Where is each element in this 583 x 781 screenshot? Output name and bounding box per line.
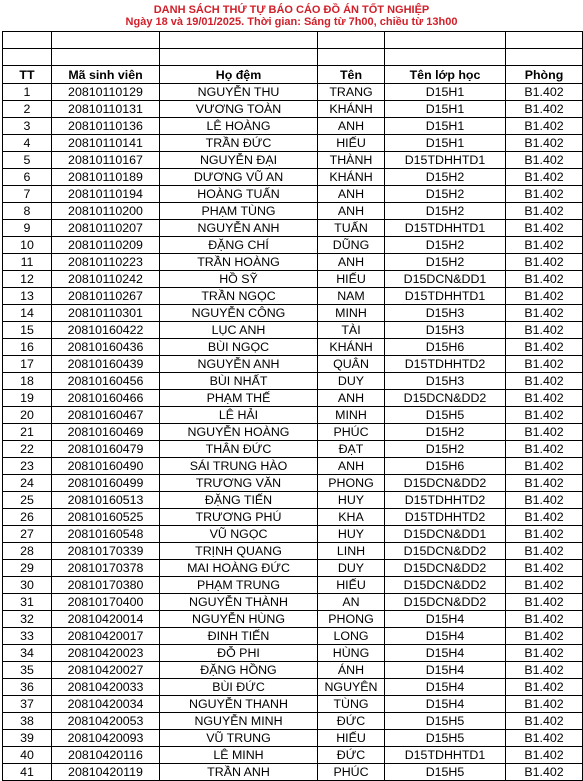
table-row bbox=[3, 645, 583, 662]
cell-room: B1.402 bbox=[506, 373, 583, 390]
cell-tt: 33 bbox=[3, 628, 52, 645]
cell-first-name: ANH bbox=[318, 118, 385, 135]
cell-tt: 1 bbox=[3, 84, 52, 101]
cell-first-name: ANH bbox=[318, 458, 385, 475]
cell-student-id: 20810160525 bbox=[52, 509, 160, 526]
table-row bbox=[3, 526, 583, 543]
cell-room: B1.402 bbox=[506, 186, 583, 203]
cell-class-name: D15H4 bbox=[385, 662, 506, 679]
cell-student-id: 20810420119 bbox=[52, 764, 160, 781]
cell-tt: 6 bbox=[3, 169, 52, 186]
cell-first-name: HIẾU bbox=[318, 730, 385, 747]
cell-class-name: D15DCN&DD2 bbox=[385, 475, 506, 492]
cell-class-name: D15H2 bbox=[385, 203, 506, 220]
cell-first-name: HIẾU bbox=[318, 577, 385, 594]
table-row bbox=[3, 356, 583, 373]
cell-class-name: D15H2 bbox=[385, 254, 506, 271]
cell-room: B1.402 bbox=[506, 288, 583, 305]
cell-tt: 26 bbox=[3, 509, 52, 526]
cell-middle-name: NGUYỄN THÀNH bbox=[160, 594, 318, 611]
cell-middle-name: PHẠM TÙNG bbox=[160, 203, 318, 220]
cell-class-name: D15H1 bbox=[385, 101, 506, 118]
cell-student-id: 20810110136 bbox=[52, 118, 160, 135]
cell-first-name: HUY bbox=[318, 492, 385, 509]
cell-student-id: 20810110189 bbox=[52, 169, 160, 186]
table-row bbox=[3, 152, 583, 169]
cell-student-id: 20810160436 bbox=[52, 339, 160, 356]
cell-tt: 13 bbox=[3, 288, 52, 305]
cell-room: B1.402 bbox=[506, 713, 583, 730]
cell-middle-name: NGUYỄN HOÀNG bbox=[160, 424, 318, 441]
cell-tt: 31 bbox=[3, 594, 52, 611]
header-tt: TT bbox=[3, 66, 52, 84]
cell-student-id: 20810420053 bbox=[52, 713, 160, 730]
table-row bbox=[3, 237, 583, 254]
cell-room: B1.402 bbox=[506, 424, 583, 441]
page-subtitle: Ngày 18 và 19/01/2025. Thời gian: Sáng từ 7h00, chiều từ 13h00 bbox=[125, 16, 458, 28]
table-row bbox=[3, 407, 583, 424]
cell-room: B1.402 bbox=[506, 203, 583, 220]
cell-room: B1.402 bbox=[506, 492, 583, 509]
cell-first-name: KHÁNH bbox=[318, 339, 385, 356]
cell-class-name: D15H5 bbox=[385, 764, 506, 781]
cell-middle-name: TRẦN NGỌC bbox=[160, 288, 318, 305]
cell-room: B1.402 bbox=[506, 509, 583, 526]
cell-student-id: 20810170378 bbox=[52, 560, 160, 577]
cell-middle-name: BÙI NHẤT bbox=[160, 373, 318, 390]
cell-first-name: ANH bbox=[318, 186, 385, 203]
cell-tt: 20 bbox=[3, 407, 52, 424]
cell-student-id: 20810160479 bbox=[52, 441, 160, 458]
cell-room: B1.402 bbox=[506, 84, 583, 101]
cell-middle-name: ĐẶNG HỒNG bbox=[160, 662, 318, 679]
cell-first-name: THÀNH bbox=[318, 152, 385, 169]
cell-class-name: D15H2 bbox=[385, 424, 506, 441]
cell-student-id: 20810420023 bbox=[52, 645, 160, 662]
cell-student-id: 20810110301 bbox=[52, 305, 160, 322]
cell-tt: 38 bbox=[3, 713, 52, 730]
cell-first-name: KHÁNH bbox=[318, 101, 385, 118]
table-row bbox=[3, 594, 583, 611]
table-row bbox=[3, 254, 583, 271]
cell-student-id: 20810170400 bbox=[52, 594, 160, 611]
cell-middle-name: MAI HOÀNG ĐỨC bbox=[160, 560, 318, 577]
table-row bbox=[3, 747, 583, 764]
cell-room: B1.402 bbox=[506, 237, 583, 254]
cell-first-name: PHONG bbox=[318, 475, 385, 492]
cell-first-name: ANH bbox=[318, 390, 385, 407]
cell-room: B1.402 bbox=[506, 118, 583, 135]
cell-room: B1.402 bbox=[506, 101, 583, 118]
cell-tt: 32 bbox=[3, 611, 52, 628]
cell-class-name: D15H2 bbox=[385, 237, 506, 254]
table-row bbox=[3, 730, 583, 747]
cell-middle-name: DƯƠNG VŨ AN bbox=[160, 169, 318, 186]
table-header-row bbox=[3, 66, 583, 84]
table-row bbox=[3, 696, 583, 713]
cell-student-id: 20810160499 bbox=[52, 475, 160, 492]
cell-first-name: QUÂN bbox=[318, 356, 385, 373]
cell-class-name: D15H6 bbox=[385, 458, 506, 475]
table-row bbox=[3, 373, 583, 390]
cell-student-id: 20810170380 bbox=[52, 577, 160, 594]
cell-first-name: ĐẠT bbox=[318, 441, 385, 458]
cell-tt: 17 bbox=[3, 356, 52, 373]
table-row bbox=[3, 611, 583, 628]
cell-student-id: 20810110200 bbox=[52, 203, 160, 220]
cell-room: B1.402 bbox=[506, 441, 583, 458]
blank-row bbox=[3, 49, 583, 66]
cell-student-id: 20810110223 bbox=[52, 254, 160, 271]
cell-middle-name: TRƯƠNG PHÚ bbox=[160, 509, 318, 526]
cell-first-name: TRANG bbox=[318, 84, 385, 101]
cell-middle-name: NGUYỄN MINH bbox=[160, 713, 318, 730]
cell-student-id: 20810110167 bbox=[52, 152, 160, 169]
cell-first-name: ĐỨC bbox=[318, 747, 385, 764]
cell-first-name: TÙNG bbox=[318, 696, 385, 713]
cell-class-name: D15H5 bbox=[385, 407, 506, 424]
cell-class-name: D15H4 bbox=[385, 679, 506, 696]
table-row bbox=[3, 390, 583, 407]
cell-middle-name: ĐẶNG TIẾN bbox=[160, 492, 318, 509]
cell-student-id: 20810420027 bbox=[52, 662, 160, 679]
table-row bbox=[3, 662, 583, 679]
cell-room: B1.402 bbox=[506, 611, 583, 628]
cell-first-name: KHÁNH bbox=[318, 169, 385, 186]
cell-first-name: MINH bbox=[318, 407, 385, 424]
table-row bbox=[3, 441, 583, 458]
cell-class-name: D15H4 bbox=[385, 611, 506, 628]
cell-first-name: LONG bbox=[318, 628, 385, 645]
cell-student-id: 20810160467 bbox=[52, 407, 160, 424]
cell-middle-name: NGUYỄN ĐẠI bbox=[160, 152, 318, 169]
cell-class-name: D15H2 bbox=[385, 186, 506, 203]
cell-first-name: PHÚC bbox=[318, 764, 385, 781]
cell-first-name: HUY bbox=[318, 526, 385, 543]
cell-room: B1.402 bbox=[506, 645, 583, 662]
cell-tt: 36 bbox=[3, 679, 52, 696]
cell-tt: 11 bbox=[3, 254, 52, 271]
cell-class-name: D15H3 bbox=[385, 305, 506, 322]
table-row bbox=[3, 679, 583, 696]
cell-first-name: KHA bbox=[318, 509, 385, 526]
cell-tt: 22 bbox=[3, 441, 52, 458]
cell-room: B1.402 bbox=[506, 628, 583, 645]
cell-class-name: D15TDHHTD1 bbox=[385, 220, 506, 237]
cell-tt: 39 bbox=[3, 730, 52, 747]
cell-first-name: DUY bbox=[318, 373, 385, 390]
cell-first-name: HIẾU bbox=[318, 135, 385, 152]
cell-class-name: D15H5 bbox=[385, 713, 506, 730]
cell-tt: 41 bbox=[3, 764, 52, 781]
cell-first-name: ANH bbox=[318, 203, 385, 220]
table-row bbox=[3, 509, 583, 526]
cell-tt: 7 bbox=[3, 186, 52, 203]
cell-middle-name: LÊ HOÀNG bbox=[160, 118, 318, 135]
cell-room: B1.402 bbox=[506, 543, 583, 560]
cell-tt: 4 bbox=[3, 135, 52, 152]
cell-class-name: D15H3 bbox=[385, 322, 506, 339]
cell-room: B1.402 bbox=[506, 339, 583, 356]
cell-room: B1.402 bbox=[506, 475, 583, 492]
cell-room: B1.402 bbox=[506, 594, 583, 611]
cell-middle-name: TRẦN HOÀNG bbox=[160, 254, 318, 271]
cell-room: B1.402 bbox=[506, 560, 583, 577]
cell-first-name: MINH bbox=[318, 305, 385, 322]
table-row bbox=[3, 424, 583, 441]
cell-middle-name: SÁI TRUNG HÀO bbox=[160, 458, 318, 475]
cell-student-id: 20810160466 bbox=[52, 390, 160, 407]
cell-first-name: HÙNG bbox=[318, 645, 385, 662]
cell-tt: 2 bbox=[3, 101, 52, 118]
cell-middle-name: BÙI ĐỨC bbox=[160, 679, 318, 696]
cell-student-id: 20810420033 bbox=[52, 679, 160, 696]
cell-first-name: NAM bbox=[318, 288, 385, 305]
cell-class-name: D15H1 bbox=[385, 118, 506, 135]
cell-middle-name: PHẠM TRUNG bbox=[160, 577, 318, 594]
table-row bbox=[3, 135, 583, 152]
cell-class-name: D15H4 bbox=[385, 696, 506, 713]
cell-middle-name: NGUYỄN ANH bbox=[160, 356, 318, 373]
cell-class-name: D15DCN&DD2 bbox=[385, 560, 506, 577]
cell-first-name: LINH bbox=[318, 543, 385, 560]
cell-middle-name: NGUYỄN THANH bbox=[160, 696, 318, 713]
cell-room: B1.402 bbox=[506, 407, 583, 424]
cell-middle-name: PHẠM THẾ bbox=[160, 390, 318, 407]
cell-middle-name: NGUYỄN HÙNG bbox=[160, 611, 318, 628]
cell-room: B1.402 bbox=[506, 458, 583, 475]
cell-class-name: D15H1 bbox=[385, 84, 506, 101]
header-student-id: Mã sinh viên bbox=[52, 66, 160, 84]
cell-class-name: D15DCN&DD1 bbox=[385, 271, 506, 288]
cell-tt: 19 bbox=[3, 390, 52, 407]
cell-class-name: D15H3 bbox=[385, 373, 506, 390]
cell-first-name: ĐỨC bbox=[318, 713, 385, 730]
cell-class-name: D15DCN&DD2 bbox=[385, 577, 506, 594]
cell-middle-name: LỤC ANH bbox=[160, 322, 318, 339]
table-row bbox=[3, 169, 583, 186]
cell-student-id: 20810160513 bbox=[52, 492, 160, 509]
cell-tt: 34 bbox=[3, 645, 52, 662]
cell-tt: 12 bbox=[3, 271, 52, 288]
cell-first-name: DŨNG bbox=[318, 237, 385, 254]
cell-class-name: D15H2 bbox=[385, 169, 506, 186]
cell-class-name: D15H6 bbox=[385, 339, 506, 356]
cell-middle-name: NGUYỄN THU bbox=[160, 84, 318, 101]
cell-middle-name: THÂN ĐỨC bbox=[160, 441, 318, 458]
cell-student-id: 20810160548 bbox=[52, 526, 160, 543]
table-row bbox=[3, 322, 583, 339]
cell-room: B1.402 bbox=[506, 747, 583, 764]
cell-room: B1.402 bbox=[506, 220, 583, 237]
cell-tt: 37 bbox=[3, 696, 52, 713]
cell-middle-name: VŨ TRUNG bbox=[160, 730, 318, 747]
cell-student-id: 20810420116 bbox=[52, 747, 160, 764]
cell-room: B1.402 bbox=[506, 271, 583, 288]
header-class-name: Tên lớp học bbox=[385, 66, 506, 84]
cell-first-name: NGUYÊN bbox=[318, 679, 385, 696]
cell-first-name: TÀI bbox=[318, 322, 385, 339]
cell-tt: 40 bbox=[3, 747, 52, 764]
cell-class-name: D15DCN&DD2 bbox=[385, 390, 506, 407]
cell-middle-name: LÊ HẢI bbox=[160, 407, 318, 424]
cell-student-id: 20810160490 bbox=[52, 458, 160, 475]
table-row bbox=[3, 713, 583, 730]
cell-tt: 25 bbox=[3, 492, 52, 509]
cell-tt: 16 bbox=[3, 339, 52, 356]
cell-tt: 15 bbox=[3, 322, 52, 339]
cell-class-name: D15TDHHTD1 bbox=[385, 288, 506, 305]
cell-student-id: 20810110242 bbox=[52, 271, 160, 288]
cell-class-name: D15TDHHTD2 bbox=[385, 492, 506, 509]
cell-middle-name: TRẦN ĐỨC bbox=[160, 135, 318, 152]
cell-middle-name: VŨ NGỌC bbox=[160, 526, 318, 543]
cell-middle-name: NGUYỄN CÔNG bbox=[160, 305, 318, 322]
cell-middle-name: TRỊNH QUANG bbox=[160, 543, 318, 560]
table-row bbox=[3, 220, 583, 237]
cell-room: B1.402 bbox=[506, 679, 583, 696]
cell-student-id: 20810110141 bbox=[52, 135, 160, 152]
cell-class-name: D15DCN&DD2 bbox=[385, 543, 506, 560]
cell-room: B1.402 bbox=[506, 764, 583, 781]
table-row bbox=[3, 764, 583, 781]
cell-middle-name: BÙI NGỌC bbox=[160, 339, 318, 356]
cell-student-id: 20810420017 bbox=[52, 628, 160, 645]
cell-first-name: AN bbox=[318, 594, 385, 611]
cell-room: B1.402 bbox=[506, 135, 583, 152]
cell-room: B1.402 bbox=[506, 169, 583, 186]
cell-room: B1.402 bbox=[506, 662, 583, 679]
table-row bbox=[3, 492, 583, 509]
cell-class-name: D15H2 bbox=[385, 441, 506, 458]
cell-first-name: ANH bbox=[318, 254, 385, 271]
cell-first-name: TUẤN bbox=[318, 220, 385, 237]
header-room: Phòng bbox=[506, 66, 583, 84]
cell-student-id: 20810420014 bbox=[52, 611, 160, 628]
cell-middle-name: HỒ SỸ bbox=[160, 271, 318, 288]
cell-tt: 3 bbox=[3, 118, 52, 135]
table-row bbox=[3, 543, 583, 560]
table-row bbox=[3, 101, 583, 118]
cell-middle-name: NGUYỄN ANH bbox=[160, 220, 318, 237]
cell-tt: 23 bbox=[3, 458, 52, 475]
cell-student-id: 20810160456 bbox=[52, 373, 160, 390]
cell-student-id: 20810170339 bbox=[52, 543, 160, 560]
cell-room: B1.402 bbox=[506, 322, 583, 339]
cell-room: B1.402 bbox=[506, 390, 583, 407]
table-row bbox=[3, 118, 583, 135]
cell-middle-name: LÊ MINH bbox=[160, 747, 318, 764]
cell-middle-name: ĐỖ PHI bbox=[160, 645, 318, 662]
cell-tt: 21 bbox=[3, 424, 52, 441]
cell-student-id: 20810110194 bbox=[52, 186, 160, 203]
header-middle-name: Họ đệm bbox=[160, 66, 318, 84]
cell-student-id: 20810420093 bbox=[52, 730, 160, 747]
table-row bbox=[3, 560, 583, 577]
table-row bbox=[3, 339, 583, 356]
cell-room: B1.402 bbox=[506, 526, 583, 543]
cell-room: B1.402 bbox=[506, 577, 583, 594]
cell-middle-name: ĐINH TIẾN bbox=[160, 628, 318, 645]
cell-student-id: 20810420034 bbox=[52, 696, 160, 713]
table-row bbox=[3, 475, 583, 492]
table-row bbox=[3, 271, 583, 288]
cell-first-name: HIẾU bbox=[318, 271, 385, 288]
cell-room: B1.402 bbox=[506, 305, 583, 322]
cell-middle-name: TRẦN ANH bbox=[160, 764, 318, 781]
student-table bbox=[2, 31, 583, 781]
cell-middle-name: VƯƠNG TOÀN bbox=[160, 101, 318, 118]
cell-room: B1.402 bbox=[506, 696, 583, 713]
cell-class-name: D15TDHHTD2 bbox=[385, 509, 506, 526]
table-row bbox=[3, 84, 583, 101]
cell-student-id: 20810110207 bbox=[52, 220, 160, 237]
table-row bbox=[3, 305, 583, 322]
cell-room: B1.402 bbox=[506, 254, 583, 271]
table-row bbox=[3, 628, 583, 645]
cell-first-name: DUY bbox=[318, 560, 385, 577]
cell-room: B1.402 bbox=[506, 730, 583, 747]
cell-class-name: D15H4 bbox=[385, 628, 506, 645]
cell-tt: 35 bbox=[3, 662, 52, 679]
cell-tt: 8 bbox=[3, 203, 52, 220]
cell-class-name: D15H4 bbox=[385, 645, 506, 662]
cell-student-id: 20810160439 bbox=[52, 356, 160, 373]
cell-class-name: D15TDHHTD1 bbox=[385, 152, 506, 169]
cell-tt: 30 bbox=[3, 577, 52, 594]
page-title: DANH SÁCH THỨ TỰ BÁO CÁO ĐỒ ÁN TỐT NGHIỆP bbox=[153, 4, 430, 16]
cell-tt: 9 bbox=[3, 220, 52, 237]
cell-tt: 24 bbox=[3, 475, 52, 492]
cell-student-id: 20810160422 bbox=[52, 322, 160, 339]
cell-student-id: 20810110129 bbox=[52, 84, 160, 101]
table-row bbox=[3, 288, 583, 305]
cell-middle-name: HOÀNG TUẤN bbox=[160, 186, 318, 203]
cell-class-name: D15DCN&DD1 bbox=[385, 526, 506, 543]
cell-student-id: 20810160469 bbox=[52, 424, 160, 441]
cell-room: B1.402 bbox=[506, 356, 583, 373]
cell-first-name: PHONG bbox=[318, 611, 385, 628]
cell-room: B1.402 bbox=[506, 152, 583, 169]
cell-tt: 27 bbox=[3, 526, 52, 543]
table-row bbox=[3, 186, 583, 203]
cell-tt: 10 bbox=[3, 237, 52, 254]
cell-tt: 29 bbox=[3, 560, 52, 577]
cell-class-name: D15H1 bbox=[385, 135, 506, 152]
cell-first-name: ÁNH bbox=[318, 662, 385, 679]
cell-tt: 18 bbox=[3, 373, 52, 390]
blank-row bbox=[3, 32, 583, 49]
cell-class-name: D15H5 bbox=[385, 730, 506, 747]
cell-class-name: D15DCN&DD2 bbox=[385, 594, 506, 611]
table-row bbox=[3, 458, 583, 475]
cell-first-name: PHÚC bbox=[318, 424, 385, 441]
table-row bbox=[3, 203, 583, 220]
header-first-name: Tên bbox=[318, 66, 385, 84]
cell-middle-name: TRƯƠNG VĂN bbox=[160, 475, 318, 492]
cell-tt: 28 bbox=[3, 543, 52, 560]
cell-class-name: D15TDHHTD2 bbox=[385, 356, 506, 373]
cell-student-id: 20810110267 bbox=[52, 288, 160, 305]
cell-tt: 5 bbox=[3, 152, 52, 169]
cell-class-name: D15TDHHTD1 bbox=[385, 747, 506, 764]
cell-student-id: 20810110131 bbox=[52, 101, 160, 118]
cell-tt: 14 bbox=[3, 305, 52, 322]
cell-student-id: 20810110209 bbox=[52, 237, 160, 254]
cell-middle-name: ĐẶNG CHÍ bbox=[160, 237, 318, 254]
table-row bbox=[3, 577, 583, 594]
